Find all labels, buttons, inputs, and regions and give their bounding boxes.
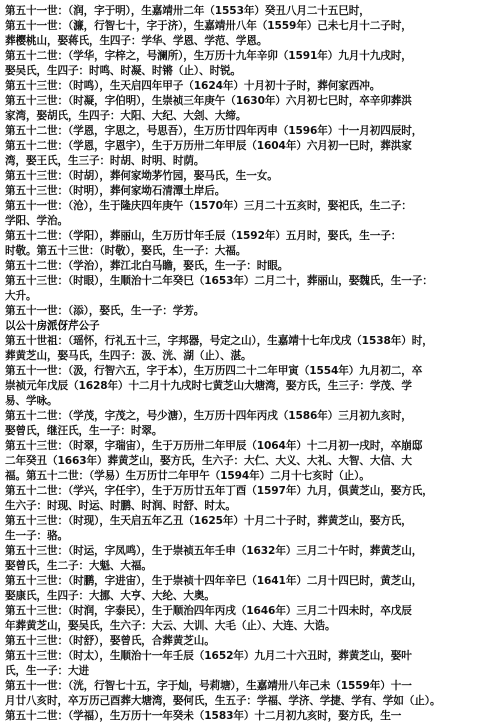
text-line: 葬樱桃山，娶蒋氏，生四子：学华、学恩、学范、学恩。	[5, 35, 268, 47]
text-line: 第五十一世：（沧），生于隆庆四年庚午（1570年）三月二十五亥时，娶祀氏，生二子：	[5, 200, 412, 212]
text-line: 第五十三世：（时现），生天启五年乙丑（1625年）十月二十子时，葬黄芝山，娶方氏，	[5, 515, 412, 527]
text-line: 第五十一世：（濂，行智七十，字于济），生嘉靖卅八年（1559年）己未七月十二子时，	[5, 20, 412, 32]
text-line: 第五十三世：（时鹏，字进宙），生于崇祯十四年辛巳（1641年）二月十四巳时，黄芝山，	[5, 575, 423, 587]
text-line: 氏，生一子：大进	[5, 665, 89, 677]
text-line: 娶康氏，生四子：大挪、大亨、大纶、大奥。	[5, 590, 215, 602]
text-line: 月廿八亥时，卒万历己酉葬大塘湾，娶何氏，生五子：学福、学济、学捷、学有、学如（止）。	[5, 695, 441, 707]
text-line: 二年癸丑（1663年）葬黄芝山，娶方氏，生六子：大仁、大义、大礼、大智、大信、大	[5, 455, 412, 467]
text-line: 第五十三世：（时凝，字伯明），生崇祯三年庚午（1630年）六月初七巳时，卒辛卯葬洪	[5, 95, 412, 107]
text-line: 娶曾氏，继汪氏，生一子：时翠。	[5, 425, 163, 437]
text-line: 第五十三世：（时润，字泰民），生于顺治四年丙戌（1646年）三月二十四未时，卒戊辰	[5, 605, 412, 617]
text-line: 第五十二世：（学恩，字思之，号思吾），生万历廿四年丙申（1596年）十一月初四辰时，	[5, 125, 423, 137]
text-line: 第五十三世：（时眼），生顺治十二年癸巳（1653年）二月二十，葬丽山，娶魏氏，生一子：	[5, 275, 433, 287]
text-line: 第五十二世：（学福），生万历十一年癸未（1583年）十二月初九亥时，娶方氏，生一	[5, 710, 402, 722]
text-line: 第五十三世：（时太），生顺治十一年壬辰（1652年）九月二十六丑时，葬黄芝山，娶叶	[5, 650, 412, 662]
text-line: 生一子：骆。	[5, 530, 68, 542]
text-line: 娶曾氏，生二子：大魁、大福。	[5, 560, 152, 572]
text-line: 第五十三世：（时明），葬何家坳石清潭土岸后。	[5, 185, 226, 197]
text-line: 第五十三世：（时胡），葬何家坳茅竹园，娶马氏，生一女。	[5, 170, 278, 182]
text-line: 年葬黄芝山，娶吴氏，生六子：大云、大训、大毛（止）、大连、大诰。	[5, 620, 336, 632]
text-line: 第五十一世：（汲，行智六五，字于本），生万历四二十二年甲寅（1554年）九月初二，卒	[5, 365, 423, 377]
text-line: 第五十三世：（时舒），娶曾氏，合葬黄芝山。	[5, 635, 215, 647]
text-line: 湾，娶王氏，生三子：时胡、时明、时荫。	[5, 155, 205, 167]
text-line: 第五十二世：（学兴，字任宇），生于万历廿五年丁酉（1597年）九月，俱黄芝山，娶方氏，	[5, 485, 433, 497]
text-line: 第五十三世：（时翠，字瑞宙），生于万历卅二年甲辰（1064年）十二月初一戌时，卒崩邸	[5, 440, 423, 452]
text-line: 第五十二世：（学恩，字恩宇），生于万历卅二年甲辰（1604年）六月初一巳时，葬洪家	[5, 140, 412, 152]
text-line: 第五十一世：（洸，行智七十五，字于灿，号莉塘），生嘉靖卅八年己未（1559年）十一	[5, 680, 412, 692]
text-line: 家湾，娶胡氏，生四子：大阳、大纪、大刽、大缔。	[5, 110, 247, 122]
text-line: 第五十三世：（时鸣），生天启四年甲子（1624年）十月初十子时，葬何家西冲。	[5, 80, 381, 92]
text-line: 易、学咏。	[5, 395, 58, 407]
text-line: 第五十一世：（润，字于明），生嘉靖卅二年（1553年）癸丑八月二十五巳时，	[5, 5, 370, 17]
text-line: 福。第五十二世：（学易）生万历廿二年甲午（1594年）二月十七亥时（止）。	[5, 470, 370, 482]
text-line: 葬黄芝山，娶马氏，生四子：汲、洸、湖（止）、湛。	[5, 350, 252, 362]
text-line: 娶吴氏，生四子：时鸣、时凝、时锵（止）、时锐。	[5, 65, 242, 77]
text-line: 第五十二世：（学阳），葬丽山，生万历廿年壬辰（1592年）五月时，娶氏，生一子：	[5, 230, 402, 242]
text-line: 第五十二世：（学治），葬江北白马瞻，娶氏，生一子：时眼。	[5, 260, 289, 272]
text-line: 第五十二世：（学华，字梓之，号澜所），生万历十九年辛卯（1591年）九月十九戌时，	[5, 50, 412, 62]
text-line: 大升。	[5, 290, 37, 302]
text-line: 时敬。第五十三世：（时敬），娶氏，生一子：大福。	[5, 245, 247, 257]
text-line: 第五十一世：（添），娶氏，生一子：学芳。	[5, 305, 205, 317]
text-line: 学阳、学治。	[5, 215, 68, 227]
text-line: 第五十世祖：（瑶怀，行礼五十三，字邦器，号定之山），生嘉靖十七年戊戌（1538年）时，	[5, 335, 433, 347]
text-line: 第五十三世：（时运，字凤鸣），生于崇祯五年壬申（1632年）三月二十午时，葬黄芝山，	[5, 545, 423, 557]
text-line: 崇祯元年戊辰（1628年）十二月十九戌时七黄芝山大塘湾，娶方氏，生三子：学茂、学	[5, 380, 412, 392]
text-line: 生六子：时现、时运、时鹏、时润、时舒、时太。	[5, 500, 236, 512]
text-line: 第五十二世：（学茂，字茂之，号少溏），生万历十四年丙戌（1586年）三月初九亥时，	[5, 410, 412, 422]
section-heading: 以公十房派伢芹公子	[5, 320, 100, 332]
